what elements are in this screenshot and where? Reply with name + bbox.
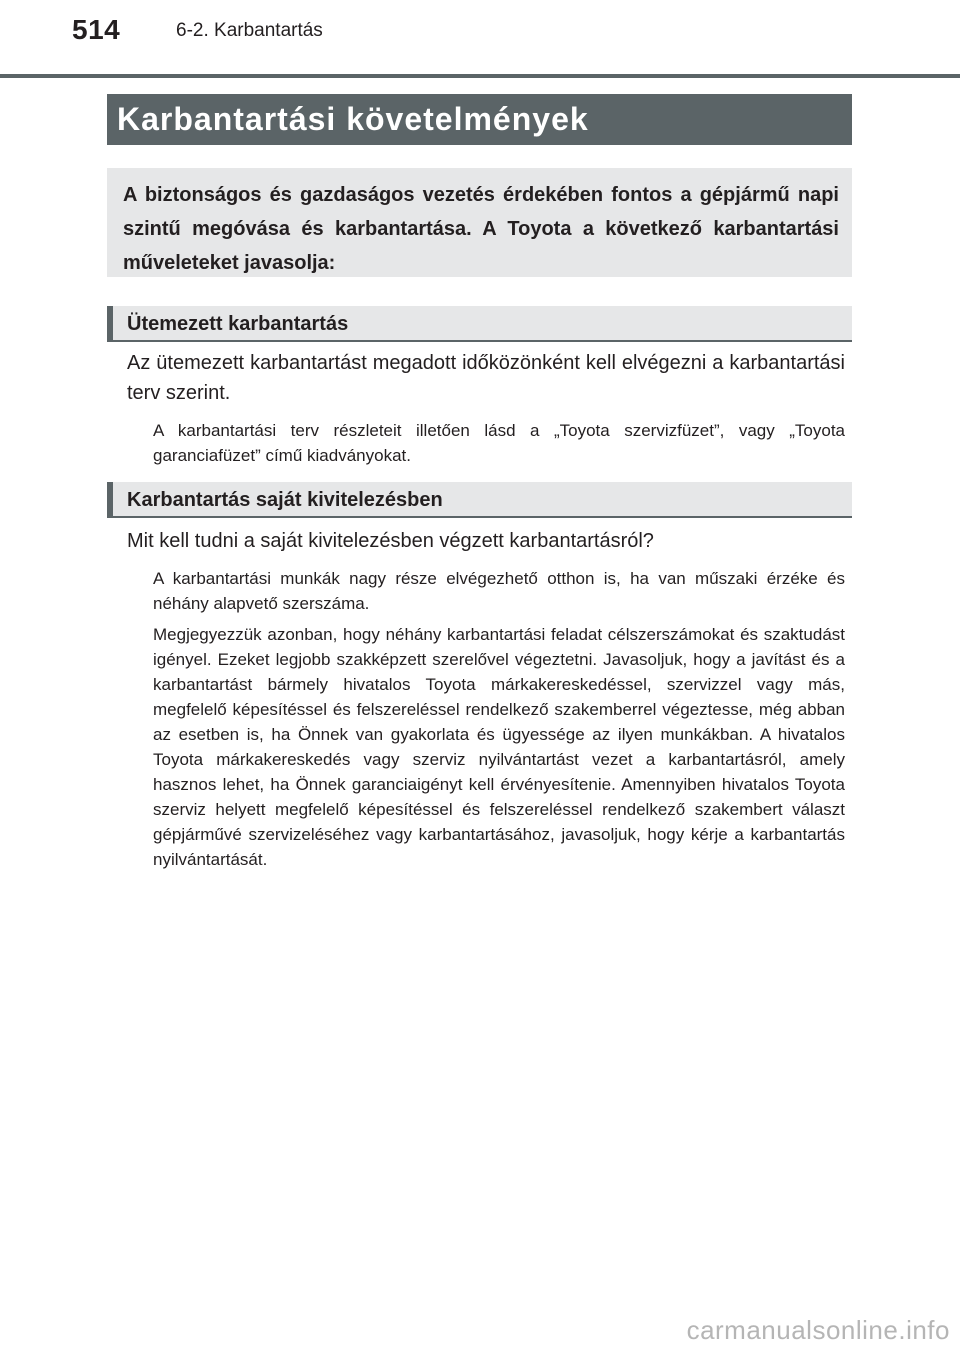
diy-maintenance-note-1: A karbantartási munkák nagy része elvégezhető otthon is, ha van műszaki érzéke és néhány alapvető szerszáma. — [153, 569, 845, 613]
watermark: carmanualsonline.info — [686, 1315, 950, 1345]
diy-maintenance-body: Mit kell tudni a saját kivitelezésben végzett karbantartásról? — [127, 530, 654, 552]
section-reference: 6-2. Karbantartás — [176, 20, 323, 41]
page-title: Karbantartási követelmények — [107, 94, 852, 145]
diy-maintenance-note-2: Megjegyezzük azonban, hogy néhány karbantartási feladat célszerszámokat és szaktudást igényel. Ezeket legjobb szakképzett szerelővel végeztetni. Javasoljuk, hogy a javítást és a karbantartást bármely hivatalos Toyota márkakereskedéssel, szervizzel vagy más, megfelelő képesítéssel és felszereléssel rendelkező szakemberrel végeztesse, még abban az esetben is, ha Önnek van gyakorlata és ügyessége az ilyen munkákban. A hivatalos Toyota márkakereskedés vagy szerviz nyilvántartást vezet a karbantartásról, amely hasznos lehet, ha Önnek garanciaigényt kell érvényesítenie. Amennyiben hivatalos Toyota szerviz helyett megfelelő képesítéssel és felszereléssel rendelkező szakembert választ gépjárművé szervizeléséhez vagy karbantartásához, javasoljuk, hogy kérje a karbantartás nyilvántartását. — [153, 625, 845, 869]
header-rule — [0, 74, 960, 78]
scheduled-maintenance-note: A karbantartási terv részleteit illetően lásd a „Toyota szervizfüzet”, vagy „Toyota garanciafüzet” című kiadványokat. — [153, 421, 845, 465]
subheading-diy-maintenance: Karbantartás saját kivitelezésben — [107, 482, 852, 518]
intro-box: A biztonságos és gazdaságos vezetés érdekében fontos a gépjármű napi szintű megóvása és karbantartása. A Toyota a következő karbantartási műveleteket javasolja: — [107, 168, 852, 277]
subheading-scheduled-maintenance: Ütemezett karbantartás — [107, 306, 852, 342]
scheduled-maintenance-body: Az ütemezett karbantartást megadott időközönként kell elvégezni a karbantartási terv szerint. — [127, 352, 845, 404]
page-number: 514 — [72, 14, 121, 45]
